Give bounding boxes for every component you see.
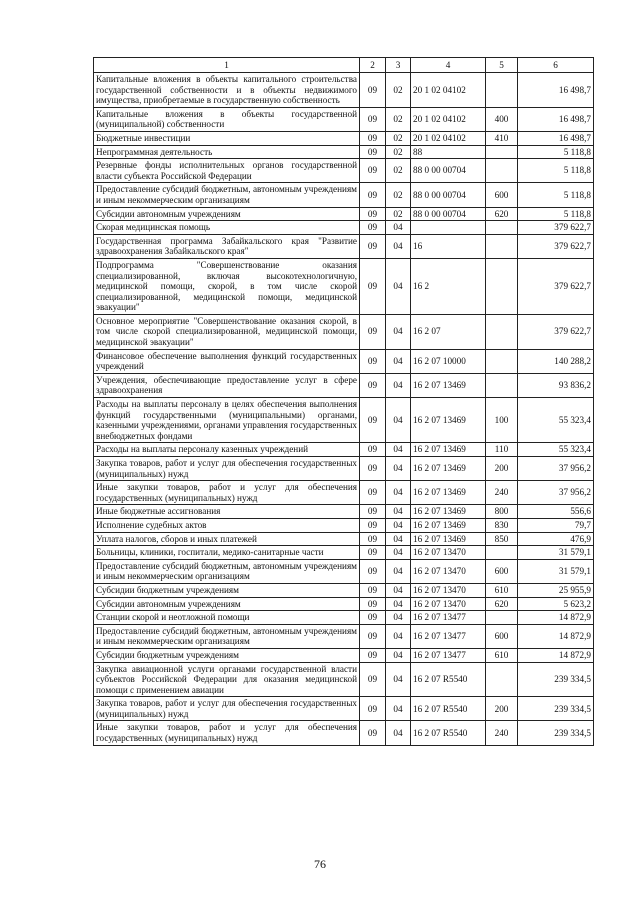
expense-type-cell (486, 349, 518, 373)
subsection-cell: 04 (386, 648, 411, 662)
section-cell: 09 (360, 183, 386, 207)
table-row (94, 398, 594, 443)
expense-name-cell: Закупка товаров, работ и услуг для обеспечения государственных (муниципальных) нужд (94, 697, 360, 721)
table-row (94, 234, 594, 258)
section-cell: 09 (360, 207, 386, 221)
section-cell: 09 (360, 597, 386, 611)
expense-name-cell: Иные закупки товаров, работ и услуг для обеспечения государственных (муниципальных) нужд (94, 481, 360, 505)
section-cell: 09 (360, 258, 386, 314)
table-row (94, 546, 594, 560)
expense-name-cell: Предоставление субсидий бюджетным, автономным учреждениям и иным некоммерческим организациям (94, 559, 360, 583)
table-row (94, 221, 594, 235)
table-row (94, 697, 594, 721)
table-row (94, 443, 594, 457)
target-article-cell: 20 1 02 04102 (411, 107, 486, 131)
table-row (94, 145, 594, 159)
header-cell: 1 (94, 58, 360, 73)
expense-name-cell: Финансовое обеспечение выполнения функций государственных учреждений (94, 349, 360, 373)
amount-cell: 79,7 (518, 518, 594, 532)
target-article-cell: 16 2 07 13469 (411, 481, 486, 505)
expense-type-cell (486, 159, 518, 183)
target-article-cell: 16 2 07 13469 (411, 505, 486, 519)
table-row (94, 518, 594, 532)
table-row (94, 183, 594, 207)
section-cell: 09 (360, 721, 386, 745)
section-cell: 09 (360, 107, 386, 131)
expense-name-cell: Иные закупки товаров, работ и услуг для обеспечения государственных (муниципальных) нужд (94, 721, 360, 745)
subsection-cell: 04 (386, 314, 411, 349)
amount-cell: 5 118,8 (518, 207, 594, 221)
header-cell: 4 (411, 58, 486, 73)
table-row (94, 611, 594, 625)
amount-cell: 37 956,2 (518, 457, 594, 481)
table-row (94, 107, 594, 131)
amount-cell: 37 956,2 (518, 481, 594, 505)
expense-name-cell: Расходы на выплаты персоналу казенных учреждений (94, 443, 360, 457)
expense-name-cell: Субсидии автономным учреждениям (94, 207, 360, 221)
subsection-cell: 04 (386, 597, 411, 611)
target-article-cell (411, 221, 486, 235)
expense-type-cell: 620 (486, 597, 518, 611)
target-article-cell: 20 1 02 04102 (411, 131, 486, 145)
target-article-cell: 16 2 07 13477 (411, 648, 486, 662)
subsection-cell: 04 (386, 546, 411, 560)
expense-name-cell: Субсидии автономным учреждениям (94, 597, 360, 611)
expense-type-cell (486, 221, 518, 235)
section-cell: 09 (360, 443, 386, 457)
expense-type-cell (486, 373, 518, 397)
expense-type-cell (486, 73, 518, 108)
subsection-cell: 04 (386, 221, 411, 235)
expense-name-cell: Станции скорой и неотложной помощи (94, 611, 360, 625)
subsection-cell: 04 (386, 624, 411, 648)
table-row (94, 481, 594, 505)
amount-cell: 239 334,5 (518, 697, 594, 721)
target-article-cell: 88 0 00 00704 (411, 159, 486, 183)
subsection-cell: 04 (386, 258, 411, 314)
expense-type-cell: 610 (486, 583, 518, 597)
expense-name-cell: Закупка товаров, работ и услуг для обеспечения государственных (муниципальных) нужд (94, 457, 360, 481)
amount-cell: 239 334,5 (518, 662, 594, 697)
expense-name-cell: Субсидии бюджетным учреждениям (94, 648, 360, 662)
subsection-cell: 04 (386, 532, 411, 546)
amount-cell: 14 872,9 (518, 624, 594, 648)
target-article-cell: 16 2 07 13469 (411, 532, 486, 546)
header-cell: 5 (486, 58, 518, 73)
expense-type-cell (486, 314, 518, 349)
subsection-cell: 04 (386, 559, 411, 583)
expense-name-cell: Капитальные вложения в объекты государственной (муниципальной) собственности (94, 107, 360, 131)
expense-name-cell: Основное мероприятие "Совершенствование оказания скорой, в том числе скорой специализированной, медицинской помощи, медицинской эвакуации" (94, 314, 360, 349)
amount-cell: 55 323,4 (518, 443, 594, 457)
expense-name-cell: Бюджетные инвестиции (94, 131, 360, 145)
table-row (94, 532, 594, 546)
target-article-cell: 16 2 07 13477 (411, 624, 486, 648)
subsection-cell: 02 (386, 145, 411, 159)
amount-cell: 31 579,1 (518, 546, 594, 560)
table-row (94, 662, 594, 697)
expense-name-cell: Закупка авиационной услуги органами государственной власти субъектов Российской Федерации для оказания медицинской помощи с применением авиации (94, 662, 360, 697)
subsection-cell: 04 (386, 234, 411, 258)
header-cell: 2 (360, 58, 386, 73)
expense-type-cell: 200 (486, 457, 518, 481)
target-article-cell: 16 2 07 13469 (411, 443, 486, 457)
expense-type-cell: 600 (486, 559, 518, 583)
subsection-cell: 04 (386, 505, 411, 519)
subsection-cell: 02 (386, 73, 411, 108)
subsection-cell: 02 (386, 107, 411, 131)
amount-cell: 25 955,9 (518, 583, 594, 597)
target-article-cell: 16 2 07 10000 (411, 349, 486, 373)
expense-type-cell: 100 (486, 398, 518, 443)
table-row (94, 505, 594, 519)
expense-type-cell (486, 662, 518, 697)
subsection-cell: 04 (386, 349, 411, 373)
table-row (94, 597, 594, 611)
expense-type-cell (486, 234, 518, 258)
section-cell: 09 (360, 611, 386, 625)
expense-type-cell: 410 (486, 131, 518, 145)
amount-cell: 5 118,8 (518, 183, 594, 207)
subsection-cell: 04 (386, 662, 411, 697)
table-row (94, 373, 594, 397)
expense-type-cell: 600 (486, 183, 518, 207)
section-cell: 09 (360, 234, 386, 258)
expense-type-cell (486, 546, 518, 560)
section-cell: 09 (360, 532, 386, 546)
table-row (94, 583, 594, 597)
expense-name-cell: Уплата налогов, сборов и иных платежей (94, 532, 360, 546)
expense-name-cell: Расходы на выплаты персоналу в целях обеспечения выполнения функций государственными (муниципальными) органами, казенными учреждениями, органами управления государственных внебюджетных фондами (94, 398, 360, 443)
expense-type-cell: 800 (486, 505, 518, 519)
amount-cell: 31 579,1 (518, 559, 594, 583)
section-cell: 09 (360, 73, 386, 108)
table-row (94, 314, 594, 349)
target-article-cell: 20 1 02 04102 (411, 73, 486, 108)
target-article-cell: 16 2 07 13469 (411, 398, 486, 443)
expense-type-cell: 200 (486, 697, 518, 721)
target-article-cell: 16 2 07 (411, 314, 486, 349)
target-article-cell: 88 (411, 145, 486, 159)
subsection-cell: 04 (386, 721, 411, 745)
expense-name-cell: Иные бюджетные ассигнования (94, 505, 360, 519)
table-row (94, 131, 594, 145)
amount-cell: 379 622,7 (518, 234, 594, 258)
expense-name-cell: Государственная программа Забайкальского края "Развитие здравоохранения Забайкальского края" (94, 234, 360, 258)
table-row (94, 159, 594, 183)
table-row (94, 207, 594, 221)
table-row (94, 258, 594, 314)
section-cell: 09 (360, 159, 386, 183)
expense-name-cell: Субсидии бюджетным учреждениям (94, 583, 360, 597)
subsection-cell: 04 (386, 697, 411, 721)
section-cell: 09 (360, 559, 386, 583)
subsection-cell: 02 (386, 131, 411, 145)
expense-type-cell: 400 (486, 107, 518, 131)
section-cell: 09 (360, 314, 386, 349)
table-row (94, 624, 594, 648)
subsection-cell: 04 (386, 373, 411, 397)
subsection-cell: 04 (386, 443, 411, 457)
expense-type-cell: 610 (486, 648, 518, 662)
expense-type-cell: 620 (486, 207, 518, 221)
expense-type-cell (486, 145, 518, 159)
table-row (94, 559, 594, 583)
expense-name-cell: Больницы, клиники, госпитали, медико-санитарные части (94, 546, 360, 560)
expense-name-cell: Капитальные вложения в объекты капитального строительства государственной собственности и в объекты недвижимого имущества, приобретаемые в государственную собственность (94, 73, 360, 108)
target-article-cell: 16 (411, 234, 486, 258)
expense-type-cell (486, 611, 518, 625)
amount-cell: 379 622,7 (518, 221, 594, 235)
subsection-cell: 02 (386, 207, 411, 221)
header-cell: 3 (386, 58, 411, 73)
expense-name-cell: Предоставление субсидий бюджетным, автономным учреждениям и иным некоммерческим организациям (94, 624, 360, 648)
expense-type-cell: 830 (486, 518, 518, 532)
expense-type-cell: 600 (486, 624, 518, 648)
section-cell: 09 (360, 662, 386, 697)
target-article-cell: 88 0 00 00704 (411, 183, 486, 207)
expense-type-cell (486, 258, 518, 314)
amount-cell: 16 498,7 (518, 131, 594, 145)
amount-cell: 5 118,8 (518, 145, 594, 159)
expense-type-cell: 240 (486, 481, 518, 505)
section-cell: 09 (360, 624, 386, 648)
amount-cell: 476,9 (518, 532, 594, 546)
target-article-cell: 16 2 07 13470 (411, 597, 486, 611)
table-body (94, 73, 594, 746)
header-row (94, 58, 594, 73)
target-article-cell: 16 2 07 13469 (411, 518, 486, 532)
subsection-cell: 04 (386, 398, 411, 443)
target-article-cell: 16 2 07 13470 (411, 583, 486, 597)
section-cell: 09 (360, 648, 386, 662)
expense-name-cell: Скорая медицинская помощь (94, 221, 360, 235)
target-article-cell: 16 2 07 13469 (411, 457, 486, 481)
amount-cell: 140 288,2 (518, 349, 594, 373)
amount-cell: 14 872,9 (518, 611, 594, 625)
amount-cell: 93 836,2 (518, 373, 594, 397)
section-cell: 09 (360, 221, 386, 235)
section-cell: 09 (360, 505, 386, 519)
budget-table (93, 57, 594, 746)
amount-cell: 379 622,7 (518, 314, 594, 349)
section-cell: 09 (360, 481, 386, 505)
expense-name-cell: Предоставление субсидий бюджетным, автономным учреждениям и иным некоммерческим организациям (94, 183, 360, 207)
amount-cell: 239 334,5 (518, 721, 594, 745)
section-cell: 09 (360, 373, 386, 397)
table-row (94, 73, 594, 108)
target-article-cell: 16 2 07 13477 (411, 611, 486, 625)
subsection-cell: 04 (386, 457, 411, 481)
amount-cell: 5 623,2 (518, 597, 594, 611)
expense-name-cell: Учреждения, обеспечивающие предоставление услуг в сфере здравоохранения (94, 373, 360, 397)
target-article-cell: 16 2 07 R5540 (411, 697, 486, 721)
table-row (94, 648, 594, 662)
expense-name-cell: Непрограммная деятельность (94, 145, 360, 159)
section-cell: 09 (360, 697, 386, 721)
section-cell: 09 (360, 398, 386, 443)
target-article-cell: 16 2 07 R5540 (411, 662, 486, 697)
target-article-cell: 16 2 07 13470 (411, 559, 486, 583)
amount-cell: 16 498,7 (518, 107, 594, 131)
target-article-cell: 88 0 00 00704 (411, 207, 486, 221)
amount-cell: 379 622,7 (518, 258, 594, 314)
expense-name-cell: Резервные фонды исполнительных органов государственной власти субъекта Российской Федерации (94, 159, 360, 183)
amount-cell: 14 872,9 (518, 648, 594, 662)
amount-cell: 556,6 (518, 505, 594, 519)
amount-cell: 55 323,4 (518, 398, 594, 443)
target-article-cell: 16 2 07 R5540 (411, 721, 486, 745)
subsection-cell: 04 (386, 518, 411, 532)
expense-name-cell: Подпрограмма "Совершенствование оказания специализированной, включая высокотехнологичную, медицинской помощи, скорой, в том числе скорой специализированной, медицинской помощи, медицинской эвакуации" (94, 258, 360, 314)
expense-type-cell: 850 (486, 532, 518, 546)
target-article-cell: 16 2 07 13470 (411, 546, 486, 560)
table-row (94, 457, 594, 481)
subsection-cell: 04 (386, 611, 411, 625)
section-cell: 09 (360, 546, 386, 560)
amount-cell: 16 498,7 (518, 73, 594, 108)
section-cell: 09 (360, 583, 386, 597)
section-cell: 09 (360, 349, 386, 373)
expense-type-cell: 110 (486, 443, 518, 457)
header-cell: 6 (518, 58, 594, 73)
table-row (94, 349, 594, 373)
amount-cell: 5 118,8 (518, 159, 594, 183)
subsection-cell: 02 (386, 183, 411, 207)
section-cell: 09 (360, 145, 386, 159)
subsection-cell: 02 (386, 159, 411, 183)
page-number: 76 (314, 857, 326, 871)
section-cell: 09 (360, 518, 386, 532)
expense-type-cell: 240 (486, 721, 518, 745)
subsection-cell: 04 (386, 583, 411, 597)
table-row (94, 721, 594, 745)
target-article-cell: 16 2 (411, 258, 486, 314)
expense-name-cell: Исполнение судебных актов (94, 518, 360, 532)
target-article-cell: 16 2 07 13469 (411, 373, 486, 397)
subsection-cell: 04 (386, 481, 411, 505)
section-cell: 09 (360, 457, 386, 481)
section-cell: 09 (360, 131, 386, 145)
